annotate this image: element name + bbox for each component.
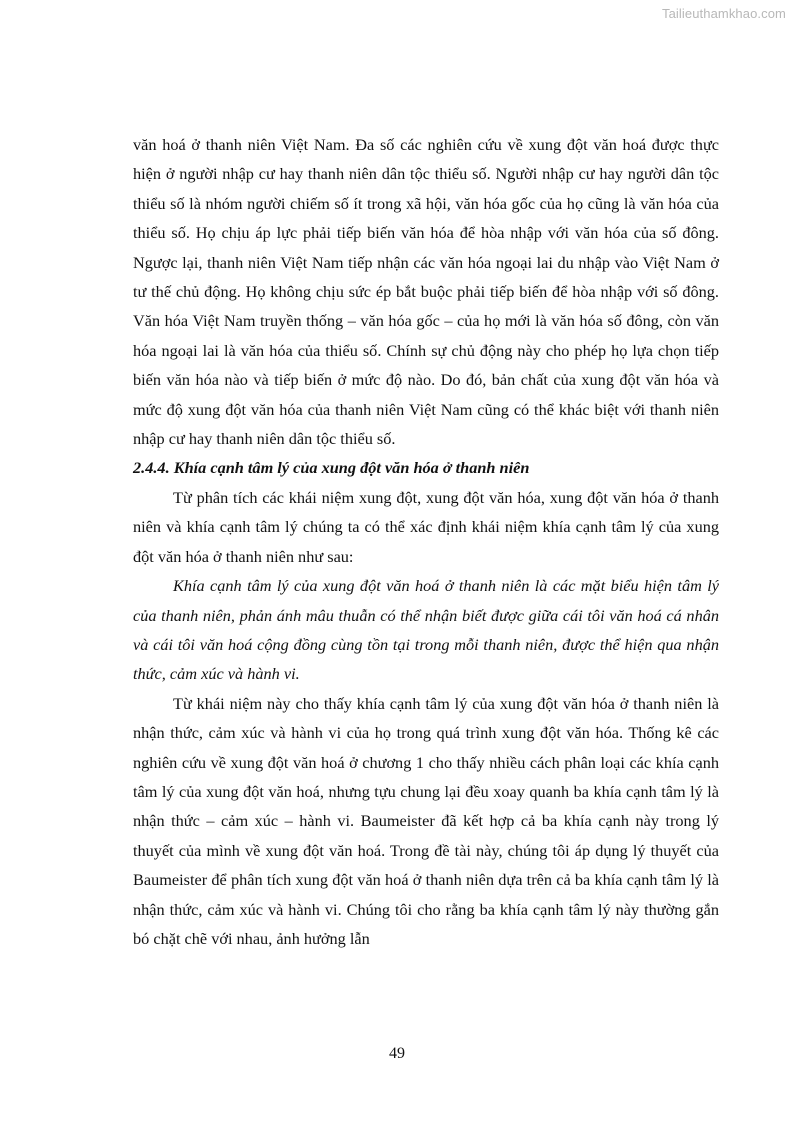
watermark-text: Tailieuthamkhao.com bbox=[661, 6, 786, 21]
section-heading: 2.4.4. Khía cạnh tâm lý của xung đột văn hóa ở thanh niên bbox=[133, 458, 530, 478]
body-paragraph-analysis: Từ khái niệm này cho thấy khía cạnh tâm lý của xung đột văn hóa ở thanh niên là nhận thức, cảm xúc và hành vi của họ trong quá trình xung đột văn hóa. Thống kê các nghiên cứu về xung đột văn hoá ở chương 1 cho thấy nhiều cách phân loại các khía cạnh tâm lý của xung đột văn hoá, nhưng tựu chung lại đều xoay quanh ba khía cạnh tâm lý là nhận thức – cảm xúc – hành vi. Baumeister đã kết hợp cả ba khía cạnh này trong lý thuyết của mình về xung đột văn hoá. Trong đề tài này, chúng tôi áp dụng lý thuyết của Baumeister để phân tích xung đột văn hoá ở thanh niên dựa trên cả ba khía cạnh tâm lý là nhận thức, cảm xúc và hành vi. Chúng tôi cho rằng ba khía cạnh tâm lý này thường gắn bó chặt chẽ với nhau, ảnh hưởng lẫn bbox=[133, 693, 719, 948]
page-body bbox=[133, 130, 719, 953]
body-paragraph-intro: Từ phân tích các khái niệm xung đột, xung đột văn hóa, xung đột văn hóa ở thanh niên và khía cạnh tâm lý chúng ta có thể xác định khái niệm khía cạnh tâm lý của xung đột văn hóa ở thanh niên như sau: bbox=[133, 487, 719, 566]
page-number: 49 bbox=[389, 1045, 405, 1062]
definition-paragraph: Khía cạnh tâm lý của xung đột văn hoá ở thanh niên là các mặt biểu hiện tâm lý của thanh niên, phản ánh mâu thuẫn có thể nhận biết được giữa cái tôi văn hoá cá nhân và cái tôi văn hoá cộng đồng cùng tồn tại trong mỗi thanh niên, được thể hiện qua nhận thức, cảm xúc và hành vi. bbox=[133, 576, 719, 684]
body-paragraph-continued: văn hoá ở thanh niên Việt Nam. Đa số các nghiên cứu về xung đột văn hoá được thực hiện ở người nhập cư hay thanh niên dân tộc thiểu số. Người nhập cư hay người dân tộc thiểu số là nhóm người chiếm số ít trong xã hội, văn hóa gốc của họ cũng là văn hóa của thiểu số. Họ chịu áp lực phải tiếp biến văn hóa để hòa nhập với văn hóa của số đông. Ngược lại, thanh niên Việt Nam tiếp nhận các văn hóa ngoại lai du nhập vào Việt Nam ở tư thế chủ động. Họ không chịu sức ép bắt buộc phải tiếp biến để hòa nhập với số đông. Văn hóa Việt Nam truyền thống – văn hóa gốc – của họ mới là văn hóa số đông, còn văn hóa ngoại lai là văn hóa của thiểu số. Chính sự chủ động này cho phép họ lựa chọn tiếp biến văn hóa nào và tiếp biến ở mức độ nào. Do đó, bản chất của xung đột văn hóa và mức độ xung đột văn hóa của thanh niên Việt Nam cũng có thể khác biệt với thanh niên nhập cư hay thanh niên dân tộc thiểu số. bbox=[133, 135, 719, 449]
